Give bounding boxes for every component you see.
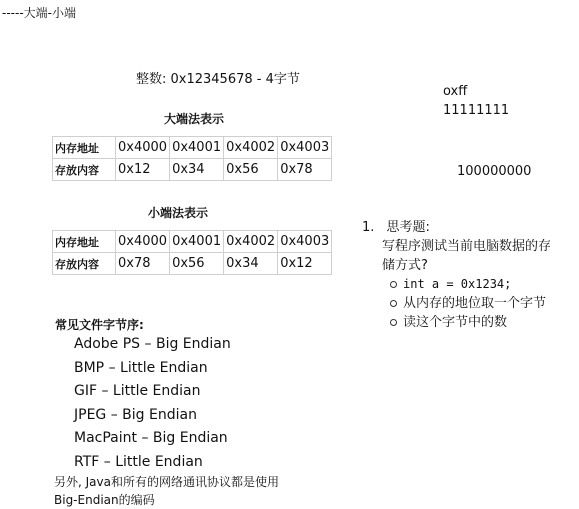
question-text: 写程序测试当前电脑数据的存 bbox=[382, 239, 552, 254]
binary-note: 11111111 bbox=[443, 103, 510, 118]
table-row bbox=[53, 137, 332, 159]
question-heading bbox=[362, 218, 551, 237]
list-item: GIF – Little Endian bbox=[74, 383, 201, 400]
table-cell: 0x78 bbox=[278, 159, 332, 181]
table-cell: 0x34 bbox=[224, 253, 278, 275]
list-item: JPEG – Big Endian bbox=[74, 406, 197, 423]
little-endian-table bbox=[52, 230, 332, 275]
table-cell: 0x4001 bbox=[170, 231, 224, 253]
list-item: Adobe PS – Big Endian bbox=[74, 336, 231, 352]
list-item: RTF – Little Endian bbox=[74, 453, 203, 470]
table-row bbox=[53, 159, 332, 181]
table-cell: 0x34 bbox=[170, 159, 224, 181]
table-cell: 0x12 bbox=[278, 253, 332, 275]
bullet-item bbox=[390, 275, 551, 294]
table-cell: 0x4002 bbox=[224, 137, 278, 159]
row-label: 存放内容 bbox=[53, 159, 116, 181]
page-title: -----大端-小端 bbox=[2, 6, 76, 20]
table-cell: 0x4001 bbox=[170, 137, 224, 159]
table-cell: 0x12 bbox=[116, 159, 170, 181]
list-item: BMP – Little Endian bbox=[74, 359, 208, 376]
bullet-text: int a = 0x1234; bbox=[403, 277, 512, 291]
row-label: 内存地址 bbox=[53, 231, 116, 253]
formats-list bbox=[74, 333, 231, 475]
bullet-icon bbox=[390, 300, 397, 307]
table-cell: 0x4000 bbox=[116, 137, 170, 159]
table-row bbox=[53, 231, 332, 253]
table-cell: 0x56 bbox=[224, 159, 278, 181]
row-label: 内存地址 bbox=[53, 137, 116, 159]
bullet-icon bbox=[390, 281, 397, 288]
bullet-icon bbox=[390, 319, 397, 326]
question-text: 储方式? bbox=[382, 258, 428, 273]
footer-line: Big-Endian的编码 bbox=[54, 493, 155, 507]
table-cell: 0x4003 bbox=[278, 137, 332, 159]
table-cell: 0x4000 bbox=[116, 231, 170, 253]
side-notes bbox=[443, 82, 509, 120]
table-cell: 0x56 bbox=[170, 253, 224, 275]
bullet-text: 从内存的地位取一个字节 bbox=[403, 296, 547, 311]
hex-note: oxff bbox=[443, 84, 468, 99]
footer-note bbox=[54, 473, 279, 509]
table-row bbox=[53, 253, 332, 275]
integer-title: 整数: 0x12345678 - 4字节 bbox=[136, 72, 300, 87]
big-endian-table bbox=[52, 136, 332, 181]
table-cell: 0x4003 bbox=[278, 231, 332, 253]
list-item: MacPaint – Big Endian bbox=[74, 430, 228, 447]
table-cell: 0x4002 bbox=[224, 231, 278, 253]
table-cell: 0x78 bbox=[116, 253, 170, 275]
question-label: 思考题: bbox=[386, 220, 430, 235]
bullet-item bbox=[390, 313, 551, 332]
little-endian-caption: 小端法表示 bbox=[148, 206, 209, 220]
bullet-text: 读这个字节中的数 bbox=[403, 315, 508, 330]
question-number: 1. bbox=[362, 220, 375, 235]
row-label: 存放内容 bbox=[53, 253, 116, 275]
bullet-item bbox=[390, 294, 551, 313]
question-block bbox=[362, 218, 551, 332]
binary-note-2: 100000000 bbox=[457, 164, 532, 179]
big-endian-caption: 大端法表示 bbox=[164, 112, 225, 126]
footer-line: 另外, Java和所有的网络通讯协议都是使用 bbox=[54, 475, 279, 489]
common-formats-heading: 常见文件字节序: bbox=[55, 318, 144, 332]
